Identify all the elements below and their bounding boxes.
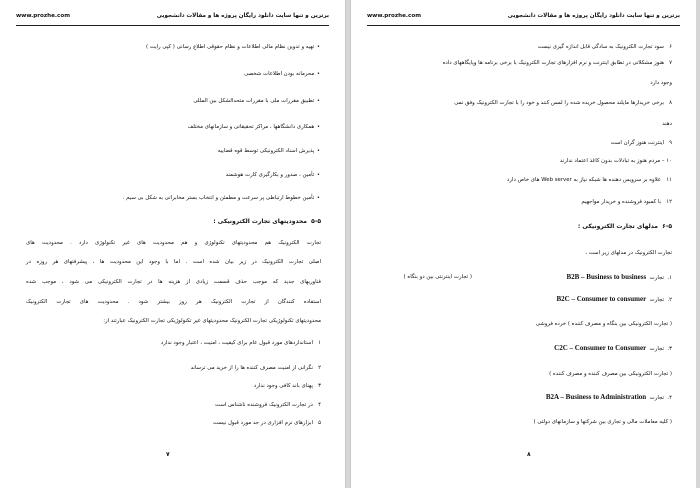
model-prefix: تجارت bbox=[649, 346, 664, 352]
model-description: ( تجارت اینترنتی بین دو بنگاه ) bbox=[403, 274, 472, 280]
bullet-text: پذیرش اسناد الکترونیکی توسط قوه قضاییه bbox=[217, 148, 315, 154]
model-name: B2C – Consumer to consumer bbox=[556, 295, 647, 303]
section-heading bbox=[578, 223, 672, 230]
item-text: اینترنت هنوز گران است bbox=[610, 140, 664, 146]
item-number: ۲ bbox=[318, 365, 321, 371]
bullet-text: محرمانه بودن اطلاعات شخصی bbox=[244, 71, 315, 77]
item-number: ۵ bbox=[318, 420, 321, 426]
item-number: ۱۰ bbox=[666, 158, 672, 164]
item-number: ۲ bbox=[669, 297, 672, 303]
section-title: محدودیتهای تجارت الکترونیکی : bbox=[213, 218, 307, 225]
item-number: ۶ bbox=[669, 44, 672, 50]
bullet-item bbox=[193, 98, 321, 105]
header-tagline: برترین و تنها سایت دانلود رایگان پروژه ها و مقالات دانشجویی bbox=[507, 13, 680, 19]
item-text: ابزارهای نرم افزاری در حد مورد قبول نیست bbox=[213, 420, 313, 426]
model-name: B2B – Business to business bbox=[566, 273, 647, 281]
item-number: ۱۱ bbox=[666, 177, 672, 183]
item-number: ۴ bbox=[669, 395, 672, 401]
paragraph-line: فناوریهای جدید که موجب حذف قسمت زیادی از هزینه ها در تجارت الکترونیکی می شود ، موجب شده bbox=[26, 279, 321, 285]
item-text: پهنای باند کافی وجود ندارد bbox=[253, 383, 313, 389]
bullet-icon: • bbox=[317, 98, 320, 104]
model-name: C2C – Consumer to Consumer bbox=[554, 344, 647, 352]
bullet-icon: • bbox=[317, 148, 320, 154]
limit-item bbox=[611, 140, 672, 147]
item-continuation: وجود دارد bbox=[650, 80, 672, 86]
left-page bbox=[0, 0, 346, 488]
item-number: ۱ bbox=[669, 275, 672, 281]
limit-item bbox=[254, 383, 321, 390]
item-text: سود تجارت الکترونیک به سادگی قابل اندازه گیری نیست bbox=[537, 44, 664, 50]
site-url: www.prozhe.com bbox=[367, 13, 422, 19]
model-description: ( کلیه معاملات مالی و تجاری بین شرکتها و سازمانهای دولتی ) bbox=[533, 419, 672, 425]
limit-item bbox=[454, 100, 672, 107]
bullet-text: همکاری دانشگاهها ، مراکز تحقیقاتی و سازمانهای مختلف bbox=[187, 124, 315, 130]
model-item: ۱. تجارت B2B – Business to business bbox=[566, 273, 672, 281]
item-number: ۳ bbox=[318, 383, 321, 389]
bullet-text: تأمین خطوط ارتباطی پر سرعت و مطمئن و انتخاب بستر مخابراتی به شکل بی سیم . bbox=[122, 195, 315, 201]
bullet-icon: • bbox=[317, 44, 320, 50]
model-item: ۳. تجارت C2C – Consumer to Consumer bbox=[554, 344, 672, 352]
item-text: هنوز مشکلاتی در تطابق اینترنت و نرم افزارهای تجارت الکترونیک با برخی برنامه ها وپایگاههای داده bbox=[442, 60, 664, 66]
page-number: ۷ bbox=[166, 451, 170, 458]
item-text: علاوه بر سرویس دهنده ها شبکه نیاز به Web server های خاص دارد bbox=[506, 177, 662, 183]
bullet-item bbox=[146, 44, 321, 51]
section-title: مدلهای تجارت الکترونیکی : bbox=[577, 223, 658, 230]
bullet-icon: • bbox=[317, 172, 320, 178]
paragraph-line: محدودیتهای تکنولوژیکی تجارت الکترونیک محدودیتهای غیر تکنولوژیکی تجارت الکترونیک عبارتند از: bbox=[103, 318, 321, 324]
model-description: ( تجارت الکترونیکی بین بنگاه و مصرف کننده ) خرده فروشی bbox=[535, 321, 672, 327]
site-url: www.prozhe.com bbox=[16, 13, 71, 19]
model-item: ۲. تجارت B2C – Consumer to consumer bbox=[556, 295, 672, 303]
item-text: در تجارت الکترونیک فروشنده ناشناس است bbox=[215, 402, 313, 408]
model-prefix: تجارت bbox=[649, 395, 664, 401]
bullet-item bbox=[226, 172, 321, 179]
model-prefix: تجارت bbox=[649, 275, 664, 281]
paragraph-line: تجارت الکترونیک هم محدودیتهای تکنولوژی و هم محدودیت های غیر تکنولوژی دارد . محدودیت های bbox=[26, 240, 321, 246]
section-heading bbox=[213, 218, 321, 225]
item-text: استانداردهای مورد قبول عام برای کیفیت ، امنیت ، اعتبار وجود ندارد bbox=[160, 340, 313, 346]
bullet-text: تهیه و تدوین نظام مالی اطلاعات و نظام حقوقی اطلاع رسانی ( کپی رایت ) bbox=[145, 44, 315, 50]
intro-text: تجارت الکترونیک در مدلهای زیر است ، bbox=[585, 250, 672, 256]
bullet-icon: • bbox=[317, 71, 320, 77]
bullet-item bbox=[244, 71, 321, 78]
limit-item bbox=[443, 60, 672, 67]
limit-item bbox=[507, 177, 672, 184]
limit-item bbox=[213, 420, 321, 427]
right-page bbox=[350, 0, 696, 488]
limit-item bbox=[538, 44, 672, 51]
section-number: ۵-۵ bbox=[311, 218, 321, 225]
bullet-text: تأمین ، صدور و بکارگیری کارت هوشمند bbox=[225, 172, 315, 178]
item-number: ۳ bbox=[669, 346, 672, 352]
limit-item: ۱۰ – مردم هنوز به تبادلات بدون کاغذ اعتماد ندارند bbox=[559, 158, 672, 164]
paragraph-line: اصلی تجارت الکترونیک در زیر بیان شده است . اما با وجود این محدودیت ها ، پیشرفتهای هر روزه در bbox=[26, 259, 321, 265]
item-text: برخی خریدارها مایلند محصول خریده شده را لمس کنند و خود را با تجارت الکترونیک وفق نمی bbox=[454, 100, 664, 106]
item-text: مردم هنوز به تبادلات بدون کاغذ اعتماد ندارند bbox=[559, 158, 661, 164]
model-name: B2A – Business to Administration bbox=[545, 393, 647, 401]
bullet-icon: • bbox=[317, 195, 320, 201]
limit-item bbox=[191, 365, 321, 372]
section-number: ۶-۵ bbox=[662, 223, 672, 230]
limit-item bbox=[581, 199, 672, 206]
limit-item bbox=[215, 402, 321, 409]
bullet-item bbox=[218, 148, 321, 155]
item-number: ۹ bbox=[669, 140, 672, 146]
model-prefix: تجارت bbox=[649, 297, 664, 303]
item-text: با کمبود فروشنده و خریدار مواجهیم bbox=[581, 199, 662, 205]
page-header bbox=[16, 13, 329, 26]
bullet-icon: • bbox=[317, 124, 320, 130]
item-number: ۴ bbox=[318, 402, 321, 408]
item-continuation: دهند bbox=[662, 121, 672, 127]
model-item: ۴. تجارت B2A – Business to Administration bbox=[545, 393, 672, 401]
item-number: ۸ bbox=[669, 100, 672, 106]
limit-item bbox=[161, 340, 321, 347]
item-text: نگرانی از امنیت مصرف کننده ها را از خرید می ترساند bbox=[190, 365, 313, 371]
header-tagline: برترین و تنها سایت دانلود رایگان پروژه ها و مقالات دانشجویی bbox=[156, 13, 329, 19]
bullet-text: تطبیق مقررات ملی با مقررات متحدالشکل بین المللی bbox=[193, 98, 315, 104]
paragraph-line: استفاده کنندگان از تجارت الکترونیک هر روز بیشتر شود . محدودیت های تجارت الکترونیک bbox=[26, 299, 321, 305]
item-number: ۷ bbox=[669, 60, 672, 66]
model-description: ( تجارت الکترونیکی بین مصرف کننده و مصرف کننده ) bbox=[549, 371, 672, 377]
bullet-item bbox=[123, 195, 321, 202]
page-number: ۸ bbox=[527, 451, 531, 458]
page-header bbox=[367, 13, 680, 26]
item-number: ۱ bbox=[318, 340, 321, 346]
bullet-item bbox=[188, 124, 321, 131]
item-number: ۱۲ bbox=[666, 199, 672, 205]
